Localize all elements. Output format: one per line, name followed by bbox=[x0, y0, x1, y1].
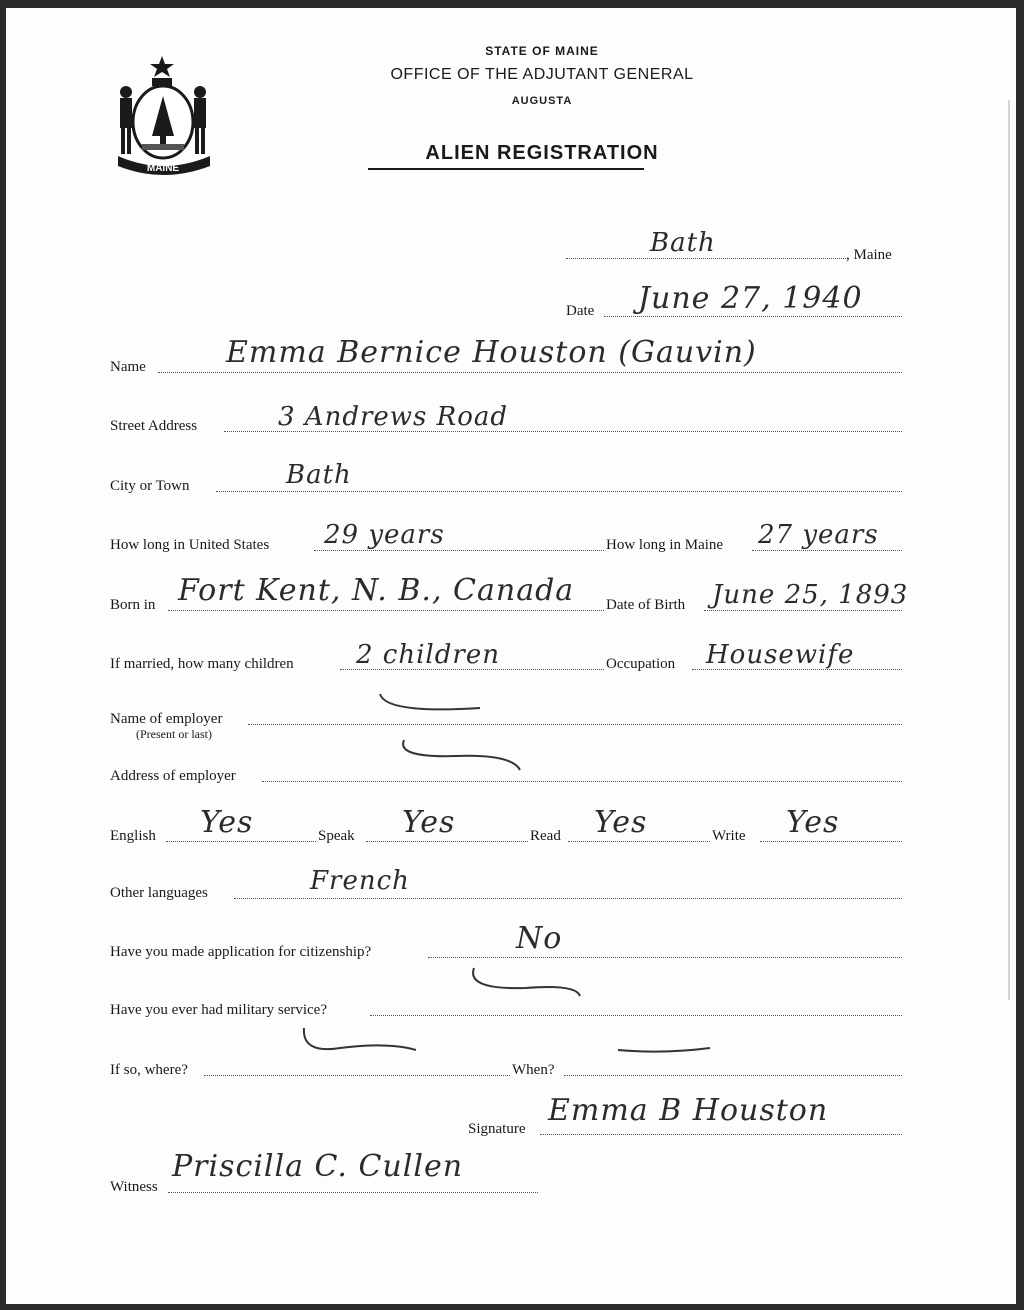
speak-value: Yes bbox=[402, 805, 456, 840]
read-value: Yes bbox=[594, 805, 648, 840]
us-duration-value: 29 years bbox=[324, 520, 445, 550]
citizenship-value: No bbox=[516, 921, 563, 956]
dob-value: June 25, 1893 bbox=[712, 580, 909, 610]
employer-sublabel: (Present or last) bbox=[136, 727, 212, 741]
signature-value: Emma B Houston bbox=[548, 1093, 829, 1128]
witness-value: Priscilla C. Cullen bbox=[172, 1149, 464, 1184]
signature-line bbox=[540, 1134, 902, 1135]
military-line bbox=[370, 1015, 902, 1016]
speak-line bbox=[366, 841, 528, 842]
citizenship-line bbox=[428, 957, 902, 958]
occupation-label: Occupation bbox=[606, 656, 676, 672]
born-label: Born in bbox=[110, 597, 156, 613]
military-label: Have you ever had military service? bbox=[110, 1002, 327, 1018]
employer-label: Name of employer bbox=[110, 711, 223, 727]
speak-label: Speak bbox=[318, 828, 355, 844]
us-duration-label: How long in United States bbox=[110, 537, 270, 553]
english-label: English bbox=[110, 828, 156, 844]
other-languages-label: Other languages bbox=[110, 885, 208, 901]
employer-line bbox=[248, 724, 902, 725]
write-label: Write bbox=[712, 828, 746, 844]
name-value: Emma Bernice Houston (Gauvin) bbox=[226, 335, 757, 370]
street-value: 3 Andrews Road bbox=[278, 402, 509, 432]
write-value: Yes bbox=[786, 805, 840, 840]
signature-label: Signature bbox=[468, 1121, 526, 1137]
location-suffix: , Maine bbox=[846, 247, 892, 263]
date-line bbox=[604, 316, 902, 317]
dob-label: Date of Birth bbox=[606, 597, 686, 613]
dob-line bbox=[704, 610, 902, 611]
read-line bbox=[568, 841, 710, 842]
city-line bbox=[216, 491, 902, 492]
witness-line bbox=[168, 1192, 538, 1193]
citizenship-label: Have you made application for citizenship? bbox=[110, 944, 372, 960]
scan-artifact bbox=[1008, 100, 1010, 1000]
where-line bbox=[204, 1075, 510, 1076]
us-duration-line bbox=[314, 550, 604, 551]
date-label: Date bbox=[566, 303, 595, 319]
when-dash-mark bbox=[614, 1038, 714, 1062]
where-dash-mark bbox=[300, 1024, 420, 1060]
english-value: Yes bbox=[200, 805, 254, 840]
date-value: June 27, 1940 bbox=[638, 281, 863, 316]
other-languages-line bbox=[234, 898, 902, 899]
svg-text:MAINE: MAINE bbox=[146, 163, 180, 174]
scan-border-left bbox=[0, 0, 6, 1310]
city-heading: AUGUSTA bbox=[511, 95, 573, 107]
name-label: Name bbox=[110, 359, 146, 375]
occupation-value: Housewife bbox=[706, 640, 855, 670]
employer-address-line bbox=[262, 781, 902, 782]
when-line bbox=[564, 1075, 902, 1076]
children-value: 2 children bbox=[356, 640, 500, 670]
where-label: If so, where? bbox=[110, 1062, 188, 1078]
city-value: Bath bbox=[286, 460, 352, 490]
street-label: Street Address bbox=[110, 418, 198, 434]
location-value: Bath bbox=[650, 228, 716, 258]
office-heading: OFFICE OF THE ADJUTANT GENERAL bbox=[390, 66, 694, 83]
name-line bbox=[158, 372, 902, 373]
location-line bbox=[566, 258, 846, 259]
employer-address-label: Address of employer bbox=[110, 768, 236, 784]
employer-dash-mark bbox=[376, 690, 486, 720]
employer-address-dash-mark bbox=[396, 738, 526, 774]
write-line bbox=[760, 841, 902, 842]
when-label: When? bbox=[512, 1062, 555, 1078]
maine-duration-label: How long in Maine bbox=[606, 537, 724, 553]
other-languages-value: French bbox=[310, 866, 410, 896]
maine-duration-value: 27 years bbox=[758, 520, 879, 550]
maine-duration-line bbox=[752, 550, 902, 551]
state-heading: STATE OF MAINE bbox=[485, 44, 599, 58]
witness-label: Witness bbox=[110, 1179, 158, 1195]
read-label: Read bbox=[530, 828, 561, 844]
born-value: Fort Kent, N. B., Canada bbox=[178, 573, 575, 608]
title-underline bbox=[368, 168, 644, 170]
military-dash-mark bbox=[466, 966, 586, 1000]
scan-border-bottom bbox=[0, 1304, 1024, 1310]
scan-border-right bbox=[1016, 0, 1024, 1310]
form-title: ALIEN REGISTRATION bbox=[425, 142, 659, 164]
born-line bbox=[168, 610, 604, 611]
english-line bbox=[166, 841, 316, 842]
scan-border-top bbox=[0, 0, 1024, 8]
children-label: If married, how many children bbox=[110, 656, 294, 672]
city-label: City or Town bbox=[110, 478, 190, 494]
